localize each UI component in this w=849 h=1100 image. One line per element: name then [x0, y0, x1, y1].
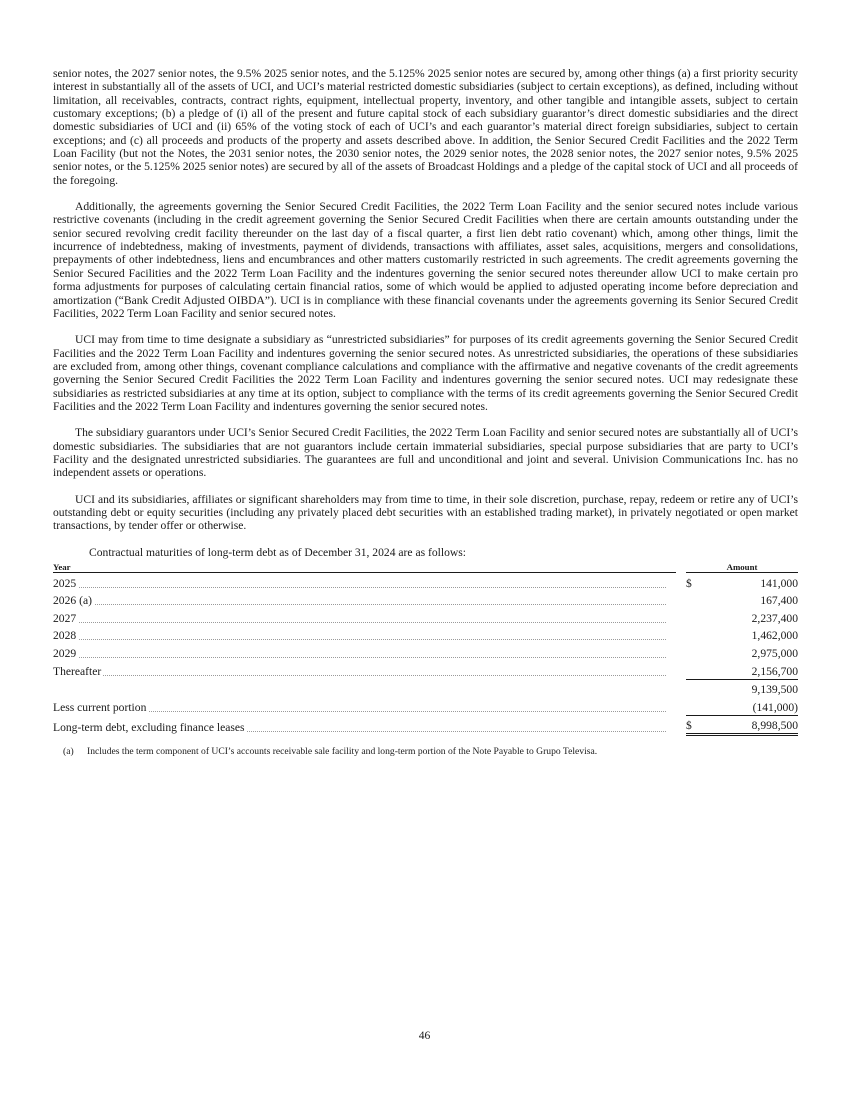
- row-amount: 167,400: [760, 594, 798, 608]
- row-label: 2025: [53, 576, 77, 590]
- page-content: [53, 67, 798, 758]
- paragraph-subsidiary-guarantors: The subsidiary guarantors under UCI’s Senior Secured Credit Facilities, the 2022 Term Loan Facility and senior secured notes are substantially all of UCI’s domestic subsidiaries. The subsidiaries that are not guarantors include certain immaterial subsidiaries, special purpose subsidiaries that are party to UCI’s Facility and the designated unrestricted subsidiaries. The guarantees are full and unconditional and joint and several. Univision Communications Inc. has no independent assets or operations.: [53, 426, 798, 480]
- row-label: 2026 (a): [53, 594, 92, 608]
- year-column-header: Year: [53, 562, 676, 573]
- paragraph-restrictive-covenants: Additionally, the agreements governing the Senior Secured Credit Facilities, the 2022 Term Loan Facility and the senior secured notes include various restrictive covenants (including in the credit agreement governing the Senior Secured Credit Facilities when there are certain amounts outstanding under the senior secured revolving credit facility thereunder on the last day of a fiscal quarter, a first lien debt ratio covenant) which, among other things, limit the incurrence of indebtedness, making of investments, payment of dividends, transactions with affiliates, asset sales, acquisitions, mergers and consolidations, prepayments of other indebtedness, liens and encumbrances and other matters customarily restricted in such agreements. The credit agreements governing the Senior Secured Facilities and the 2022 Term Loan Facility and the indentures governing the senior secured notes thereunder allow UCI to make certain pro forma adjustments for purposes of calculating certain financial ratios, some of which would be applied to adjusted operating income before depreciation and amortization (“Bank Credit Adjusted OIBDA”). UCI is in compliance with these financial covenants under the agreements governing its Senior Secured Credit Facilities, 2022 Term Loan Facility and senior secured notes.: [53, 200, 798, 320]
- debt-maturities-table: [53, 562, 798, 736]
- row-amount: 2,975,000: [751, 646, 798, 660]
- total-row: [53, 715, 798, 735]
- row-amount: 2,237,400: [751, 611, 798, 625]
- less-current-row: [53, 697, 798, 715]
- row-label: 2029: [53, 646, 77, 660]
- row-amount: 2,156,700: [698, 661, 798, 679]
- table-row: [53, 573, 798, 591]
- subtotal-amount: 9,139,500: [751, 683, 798, 697]
- page-number: 46: [418, 1029, 431, 1042]
- paragraph-security-interest: senior notes, the 2027 senior notes, the 9.5% 2025 senior notes, and the 5.125% 2025 senior notes are secured by, among other things (a) a first priority security interest in substantially all of the assets of UCI, and UCI’s material restricted domestic subsidiaries (subject to certain exceptions), as defined, including without limitation, all receivables, contracts, contract rights, equipment, intellectual property, inventory, and other tangible and intangible assets, subject to certain customary exceptions; (b) a pledge of (i) all of the present and future capital stock of each subsidiary guarantor’s direct domestic subsidiaries and the direct domestic subsidiaries of UCI and (ii) 65% of the voting stock of each of UCI’s and each guarantor’s material direct foreign subsidiaries, subject to certain exceptions; and (c) all proceeds and products of the property and assets described above. In addition, the Senior Secured Credit Facilities and the 2022 Term Loan Facility (but not the Notes, the 2031 senior notes, the 2030 senior notes, the 2029 senior notes, the 2028 senior notes, the 2027 senior notes, 9.5% 2025 senior notes, or the 5.125% 2025 senior notes) are secured by all of the assets of Broadcast Holdings and a pledge of the capital stock of UCI and all proceeds of the foregoing.: [53, 67, 799, 187]
- less-current-amount: (141,000): [698, 697, 798, 715]
- table-row: [53, 591, 798, 609]
- footnote-text: Includes the term component of UCI’s accounts receivable sale facility and long-term portion of the Note Payable to Grupo Televisa.: [87, 746, 598, 758]
- row-amount: 1,462,000: [751, 629, 798, 643]
- row-label: Thereafter: [53, 665, 102, 679]
- footnote: [63, 746, 798, 758]
- maturities-intro: Contractual maturities of long-term debt as of December 31, 2024 are as follows:: [89, 545, 467, 559]
- table-row: [53, 661, 798, 679]
- table-row: [53, 626, 798, 644]
- currency-symbol: $: [686, 576, 692, 590]
- paragraph-debt-repurchase: UCI and its subsidiaries, affiliates or significant shareholders may from time to time, in their sole discretion, purchase, repay, redeem or retire any of UCI’s outstanding debt or equity securities (including any privately placed debt securities with an established trading market), in privately negotiated or open market transactions, by tender offer or otherwise.: [53, 492, 798, 533]
- table-header-row: [53, 562, 798, 573]
- paragraph-unrestricted-subsidiaries: UCI may from time to time designate a subsidiary as “unrestricted subsidiaries” for purposes of its credit agreements governing the Senior Secured Credit Facilities and the 2022 Term Loan Facility and indentures governing the senior secured notes. As unrestricted subsidiaries, the operations of these subsidiaries are excluded from, among other things, covenant compliance calculations and compliance with the affirmative and negative covenants of the credit agreements governing the Senior Secured Credit Facilities the 2022 Term Loan Facility and indentures governing the senior secured notes. UCI may redesignate these subsidiaries as restricted subsidiaries at any time at its option, subject to compliance with the terms of its credit agreements governing the Senior Secured Credit Facilities and the 2022 Term Loan Facility and indentures governing the senior secured notes.: [53, 333, 798, 413]
- currency-symbol: $: [686, 715, 698, 735]
- table-row: [53, 608, 798, 626]
- amount-column-header: Amount: [686, 562, 798, 573]
- row-label: 2027: [53, 611, 77, 625]
- total-amount: 8,998,500: [698, 715, 798, 735]
- less-current-label: Less current portion: [53, 701, 147, 715]
- row-amount: 141,000: [760, 576, 798, 590]
- subtotal-row: [53, 679, 798, 697]
- footnote-marker: (a): [63, 746, 74, 758]
- row-label: 2028: [53, 629, 77, 643]
- total-label: Long-term debt, excluding finance leases: [53, 720, 245, 734]
- table-row: [53, 643, 798, 661]
